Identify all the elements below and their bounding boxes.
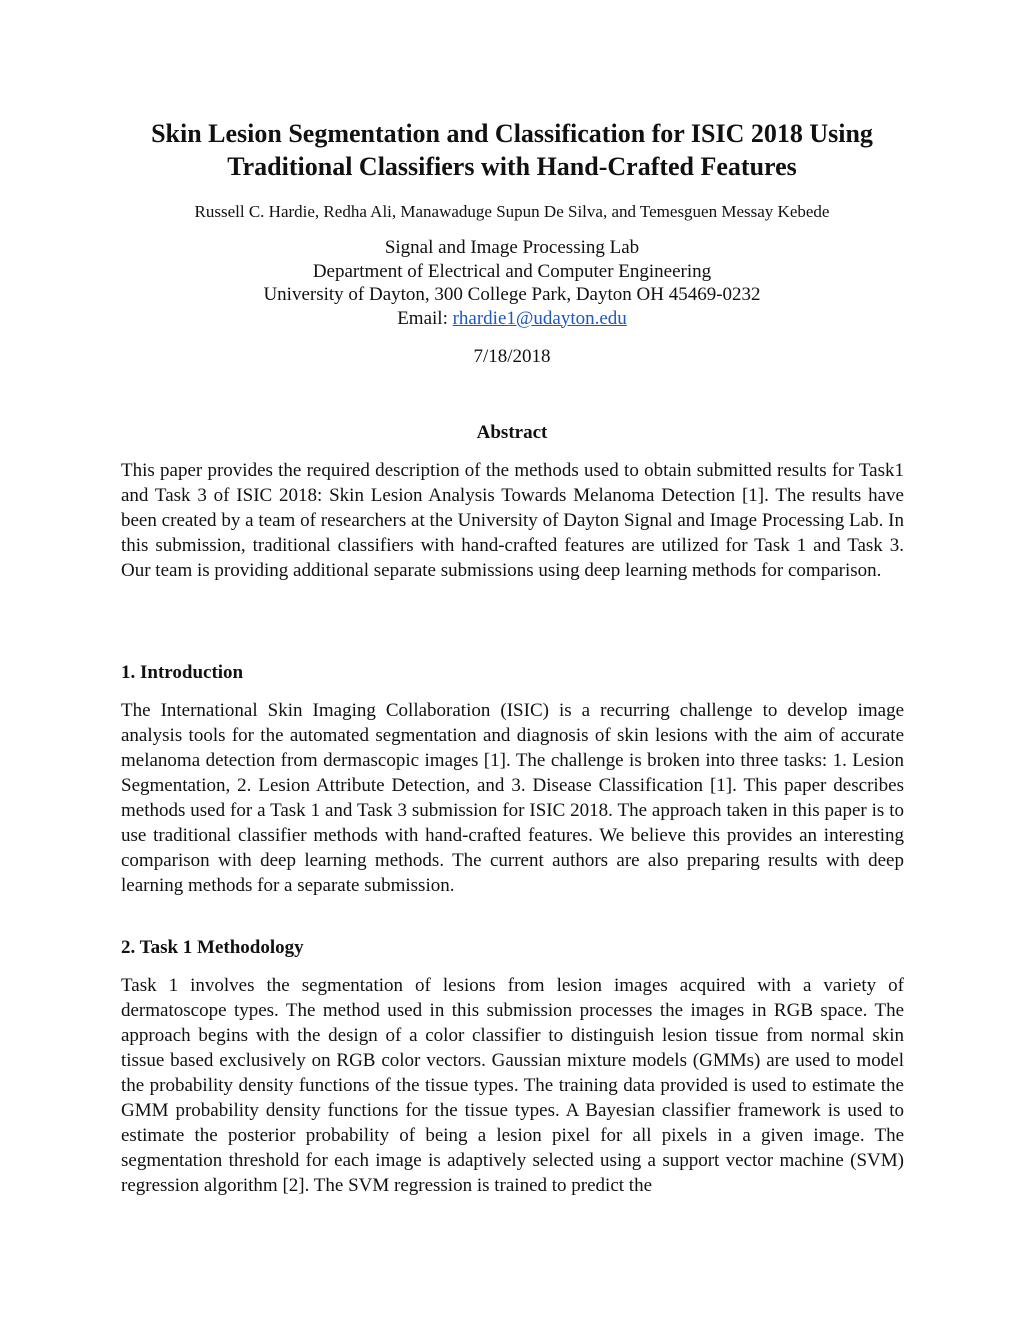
university-address: University of Dayton, 300 College Park, Dayton OH 45469-0232 — [263, 284, 761, 305]
email-label: Email: — [397, 307, 453, 329]
lab-name: Signal and Image Processing Lab — [384, 237, 640, 258]
introduction-heading: 1. Introduction — [121, 662, 244, 683]
paper-title-line-2: Traditional Classifiers with Hand-Crafted Features — [227, 152, 797, 181]
email-link[interactable]: rhardie1@udayton.edu — [452, 307, 627, 329]
paper-title-line-1: Skin Lesion Segmentation and Classification for ISIC 2018 Using — [151, 119, 873, 148]
affiliation-block — [100, 236, 924, 330]
department-name: Department of Electrical and Computer Engineering — [312, 260, 712, 282]
paper-title — [100, 117, 924, 183]
task1-heading: 2. Task 1 Methodology — [121, 937, 304, 958]
abstract-text: This paper provides the required description of the methods used to obtain submitted results for Task1 and Task 3 of ISIC 2018: Skin Lesion Analysis Towards Melanoma Detection [1]. The results have been created by a team of researchers at the University of Dayton Signal and Image Processing Lab. In this submission, traditional classifiers with hand-crafted features are utilized for Task 1 and Task 3. Our team is providing additional separate submissions using deep learning methods for comparison. — [121, 460, 904, 581]
task1-text: Task 1 involves the segmentation of lesions from lesion images acquired with a variety of dermatoscope types. The method used in this submission processes the images in RGB space. The approach begins with the design of a color classifier to distinguish lesion tissue from normal skin tissue based exclusively on RGB color vectors. Gaussian mixture models (GMMs) are used to model the probability density functions of the tissue types. The training data provided is used to estimate the GMM probability density functions for the tissue types. A Bayesian classifier framework is used to estimate the posterior probability of being a lesion pixel for all pixels in a given image. The segmentation threshold for each image is adaptively selected using a support vector machine (SVM) regression algorithm [2]. The SVM regression is trained to predict the — [121, 975, 904, 1196]
abstract-heading: Abstract — [476, 422, 548, 443]
author-list: Russell C. Hardie, Redha Ali, Manawaduge Supun De Silva, and Temesguen Messay Kebede — [194, 202, 830, 221]
email-line — [100, 307, 924, 331]
introduction-text: The International Skin Imaging Collaboration (ISIC) is a recurring challenge to develop image analysis tools for the automated segmentation and diagnosis of skin lesions with the aim of accurate melanoma detection from dermascopic images [1]. The challenge is broken into three tasks: 1. Lesion Segmentation, 2. Lesion Attribute Detection, and 3. Disease Classification [1]. This paper describes methods used for a Task 1 and Task 3 submission for ISIC 2018. The approach taken in this paper is to use traditional classifier methods with hand-crafted features. We believe this provides an interesting comparison with deep learning methods. The current authors are also preparing results with deep learning methods for a separate submission. — [121, 700, 904, 896]
paper-date: 7/18/2018 — [473, 346, 551, 367]
